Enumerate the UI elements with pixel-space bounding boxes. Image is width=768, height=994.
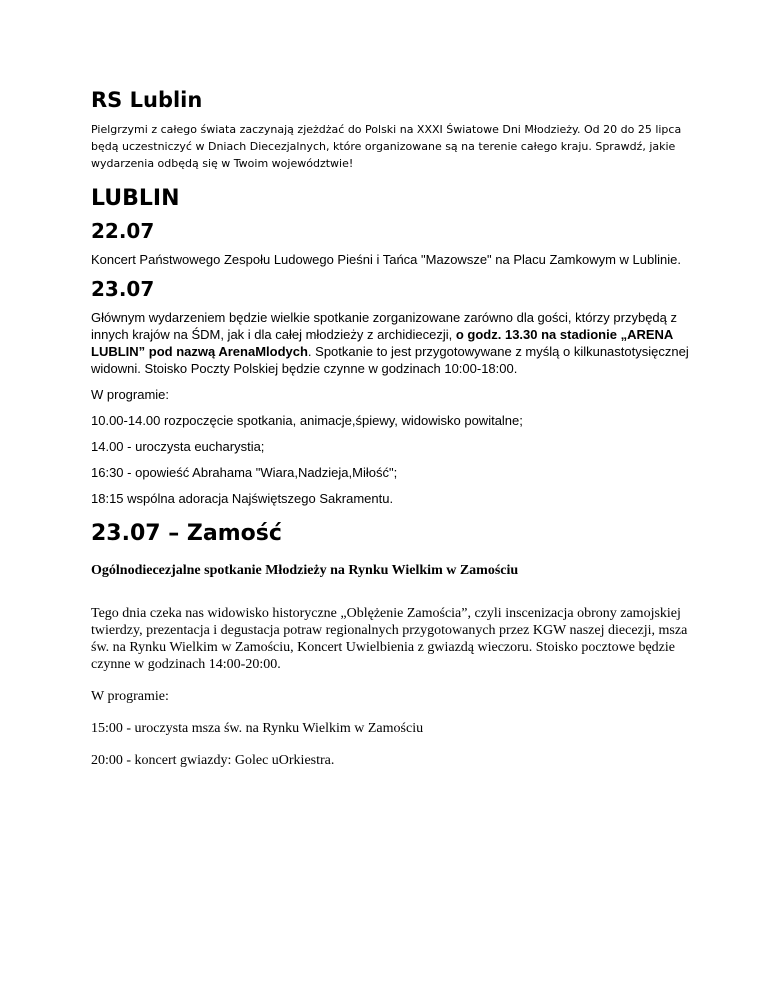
description-emphasis: o godz. 13.30 na stadionie „ARENA LUBLIN” pod nazwą ArenaMlodych bbox=[91, 326, 673, 359]
program-item: 10.00-14.00 rozpoczęcie spotkania, animacje,śpiewy, widowisko powitalne; bbox=[91, 412, 523, 428]
program-item: 20:00 - koncert gwiazdy: Golec uOrkiestra. bbox=[91, 752, 335, 768]
date-heading-23-07: 23.07 bbox=[91, 276, 155, 301]
date-heading-22-07: 22.07 bbox=[91, 218, 155, 243]
program-item: 16:30 - opowieść Abrahama "Wiara,Nadzieja,Miłość"; bbox=[91, 464, 398, 480]
zamosc-subtitle: Ogólnodiecezjalne spotkanie Młodzieży na Rynku Wielkim w Zamościu bbox=[91, 562, 519, 578]
program-item: 18:15 wspólna adoracja Najświętszego Sakramentu. bbox=[91, 490, 394, 506]
program-label-zamosc: W programie: bbox=[91, 688, 169, 704]
event-description-23-07 bbox=[91, 309, 691, 377]
document-content bbox=[91, 74, 691, 784]
description-part-c: . Spotkanie to jest przygotowywane z myślą o kilkunastotysięcznej widowni. Stoisko Poczty Polskiej będzie czynne w godzinach 10:00-18:00. bbox=[91, 343, 689, 376]
program-item: 15:00 - uroczysta msza św. na Rynku Wielkim w Zamościu bbox=[91, 720, 424, 736]
zamosc-description: Tego dnia czeka nas widowisko historyczne „Oblężenie Zamościa”, czyli inscenizacja obrony zamojskiej twierdzy, prezentacja i degustacja potraw regionalnych przygotowanych przez KGW naszej diecezji, msza św. na Rynku Wielkim w Zamościu, Koncert Uwielbienia z gwiazdą wieczoru. Stoisko pocztowe będzie czynne w godzinach 14:00-20:00. bbox=[91, 605, 688, 672]
page-title: RS Lublin bbox=[91, 88, 203, 112]
description-part-a: Głównym wydarzeniem będzie wielkie spotkanie zorganizowane zarówno dla gości, którzy przybędą z innych krajów na ŚDM, jak i dla całej młodzieży z archidiecezji, bbox=[91, 309, 678, 342]
program-label-lublin: W programie: bbox=[91, 386, 170, 402]
section-heading-lublin: LUBLIN bbox=[91, 186, 180, 212]
event-description-22-07: Koncert Państwowego Zespołu Ludowego Pieśni i Tańca "Mazowsze" na Placu Zamkowym w Lublinie. bbox=[91, 251, 681, 267]
intro-paragraph: Pielgrzymi z całego świata zaczynają zjeżdżać do Polski na XXXI Światowe Dni Młodzieży. Od 20 do 25 lipca będą uczestniczyć w Dniach Diecezjalnych, które organizowane są na terenie całego kraju. Sprawdź, jakie wydarzenia odbędą się w Twoim województwie! bbox=[91, 123, 682, 171]
section-heading-zamosc: 23.07 – Zamość bbox=[91, 520, 282, 546]
program-item: 14.00 - uroczysta eucharystia; bbox=[91, 438, 265, 454]
